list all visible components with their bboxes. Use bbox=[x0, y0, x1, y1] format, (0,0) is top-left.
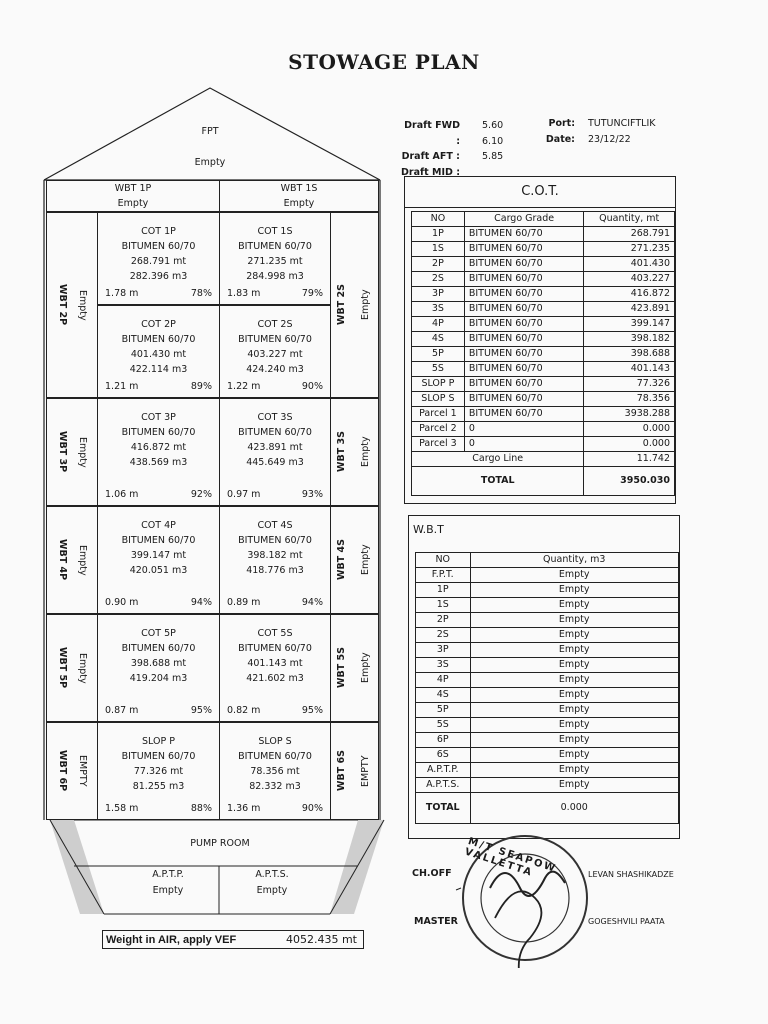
wbt-table-row bbox=[416, 703, 679, 718]
cargo-tank-m3: 284.998 m3 bbox=[246, 271, 304, 282]
wbt-table-row bbox=[416, 673, 679, 688]
table-cell: 77.326 bbox=[584, 377, 675, 392]
cargo-line-label: Cargo Line bbox=[412, 452, 584, 467]
draft-aft-label: Draft AFT : bbox=[401, 151, 460, 162]
table-cell: BITUMEN 60/70 bbox=[464, 287, 584, 302]
cargo-tank-name: COT 1S bbox=[257, 226, 293, 237]
cargo-tank-mt: 271.235 mt bbox=[247, 256, 303, 267]
wbt-table-row bbox=[416, 733, 679, 748]
table-cell: NO bbox=[416, 553, 471, 568]
wbt-port-label: WBT 3P bbox=[57, 431, 68, 473]
cot-table-row bbox=[412, 257, 675, 272]
cargo-tank-ullage: 1.83 m bbox=[227, 288, 261, 299]
cot-table-row bbox=[412, 392, 675, 407]
wbt-starboard-status: Empty bbox=[360, 289, 371, 321]
table-cell: Quantity, mt bbox=[584, 212, 675, 227]
cargo-tank-percent: 90% bbox=[301, 381, 323, 392]
table-cell: Empty bbox=[470, 673, 679, 688]
cargo-tank-grade: BITUMEN 60/70 bbox=[238, 643, 312, 654]
weight-box bbox=[102, 930, 364, 949]
table-cell: 4S bbox=[412, 332, 465, 347]
table-cell: Empty bbox=[470, 748, 679, 763]
cargo-tank-m3: 421.602 m3 bbox=[246, 673, 304, 684]
wbt-table-row bbox=[416, 628, 679, 643]
draft-fwd-value: 5.60 bbox=[482, 120, 504, 131]
wbt-table-row bbox=[416, 568, 679, 583]
table-cell: BITUMEN 60/70 bbox=[464, 257, 584, 272]
wbt-table-row bbox=[416, 583, 679, 598]
wbt-table-row bbox=[416, 778, 679, 793]
cargo-tank-percent: 79% bbox=[301, 288, 323, 299]
cargo-tank-m3: 422.114 m3 bbox=[129, 364, 188, 375]
page-title: STOWAGE PLAN bbox=[288, 50, 480, 74]
table-cell: BITUMEN 60/70 bbox=[464, 332, 584, 347]
table-cell: 403.227 bbox=[584, 272, 675, 287]
cargo-tank-mt: 78.356 mt bbox=[250, 766, 300, 777]
cot-table-row bbox=[412, 347, 675, 362]
cargo-tank-grade: BITUMEN 60/70 bbox=[121, 334, 196, 345]
apts-status: Empty bbox=[256, 885, 288, 896]
cargo-tank-mt: 401.143 mt bbox=[247, 658, 303, 669]
cargo-tank-ullage: 1.58 m bbox=[105, 803, 139, 814]
wbt-table-row bbox=[416, 658, 679, 673]
cot-table-row bbox=[412, 362, 675, 377]
table-cell: 4P bbox=[412, 317, 465, 332]
pump-room-label: PUMP ROOM bbox=[190, 838, 250, 849]
table-cell: Empty bbox=[470, 703, 679, 718]
cot-table-row bbox=[412, 437, 675, 452]
cot-table-row bbox=[412, 377, 675, 392]
cargo-tank-grade: BITUMEN 60/70 bbox=[121, 241, 196, 252]
table-cell: 398.182 bbox=[584, 332, 675, 347]
draft-mid-label: Draft MID : bbox=[401, 166, 460, 178]
table-cell: 6S bbox=[416, 748, 471, 763]
table-cell: BITUMEN 60/70 bbox=[464, 392, 584, 407]
cargo-tank-name: COT 3P bbox=[141, 412, 176, 423]
table-cell: Empty bbox=[470, 763, 679, 778]
table-cell: F.P.T. bbox=[416, 568, 471, 583]
table-cell: Parcel 1 bbox=[412, 407, 465, 422]
wbt-total-value: 0.000 bbox=[470, 793, 679, 824]
table-cell: 1S bbox=[412, 242, 465, 257]
cargo-tank-ullage: 0.97 m bbox=[227, 489, 261, 500]
table-cell: 1P bbox=[416, 583, 471, 598]
wbt-port-status: Empty bbox=[77, 544, 88, 576]
cargo-tank-mt: 399.147 mt bbox=[130, 550, 187, 561]
wbt-1s-cell bbox=[219, 180, 379, 212]
wbt-1p-label: WBT 1P bbox=[114, 183, 152, 194]
table-cell: 4P bbox=[416, 673, 471, 688]
cot-table-row bbox=[412, 287, 675, 302]
table-cell: BITUMEN 60/70 bbox=[464, 272, 584, 287]
cargo-tank-grade: BITUMEN 60/70 bbox=[238, 334, 312, 345]
cargo-tank-grade: BITUMEN 60/70 bbox=[238, 535, 312, 546]
cargo-tank-grade: BITUMEN 60/70 bbox=[121, 643, 196, 654]
wbt-table-row bbox=[416, 748, 679, 763]
cargo-tank-percent: 94% bbox=[190, 597, 212, 608]
cargo-tank-grade: BITUMEN 60/70 bbox=[121, 427, 196, 438]
cargo-tank-name: COT 4S bbox=[257, 520, 293, 531]
wbt-table bbox=[415, 552, 679, 824]
table-cell: BITUMEN 60/70 bbox=[464, 227, 584, 242]
cargo-tank-percent: 95% bbox=[301, 705, 323, 716]
table-cell: 271.235 bbox=[584, 242, 675, 257]
cot-table-row bbox=[412, 332, 675, 347]
apts-cell bbox=[222, 867, 322, 899]
wbt-port-status: Empty bbox=[77, 289, 88, 321]
weight-label: Weight in AIR, apply VEF bbox=[106, 934, 237, 946]
wbt-starboard-label: WBT 2S bbox=[336, 284, 347, 326]
table-cell: 6P bbox=[416, 733, 471, 748]
cargo-tank-mt: 268.791 mt bbox=[130, 256, 187, 267]
table-cell: Quantity, m3 bbox=[470, 553, 679, 568]
table-cell: 2S bbox=[412, 272, 465, 287]
cot-table-row bbox=[412, 317, 675, 332]
wbt-table-row bbox=[416, 688, 679, 703]
cargo-tank-ullage: 1.22 m bbox=[227, 381, 261, 392]
table-cell: Parcel 2 bbox=[412, 422, 465, 437]
cargo-tank-ullage: 0.82 m bbox=[227, 705, 261, 716]
chief-officer-name: LEVAN SHASHIKADZE bbox=[588, 870, 674, 879]
table-cell: Empty bbox=[470, 643, 679, 658]
cot-table-title: C.O.T. bbox=[405, 177, 675, 208]
wbt-table-row bbox=[416, 718, 679, 733]
table-cell: 2P bbox=[416, 613, 471, 628]
table-cell: 5S bbox=[412, 362, 465, 377]
cargo-tank-name: SLOP S bbox=[258, 736, 292, 747]
table-cell: Empty bbox=[470, 568, 679, 583]
wbt-starboard-label: WBT 5S bbox=[336, 647, 347, 689]
table-cell: 3S bbox=[416, 658, 471, 673]
cargo-tank-m3: 438.569 m3 bbox=[129, 457, 188, 468]
table-cell: Empty bbox=[470, 778, 679, 793]
wbt-starboard-label: WBT 4S bbox=[336, 539, 347, 581]
cargo-tank-mt: 77.326 mt bbox=[133, 766, 184, 777]
cargo-tank-mt: 423.891 mt bbox=[247, 442, 303, 453]
table-cell: 3P bbox=[416, 643, 471, 658]
table-cell: 3S bbox=[412, 302, 465, 317]
wbt-port-label: WBT 5P bbox=[57, 647, 68, 689]
cargo-tank-ullage: 1.78 m bbox=[105, 288, 139, 299]
date-label: Date: bbox=[545, 133, 575, 145]
cargo-tank-percent: 89% bbox=[190, 381, 212, 392]
date-value: 23/12/22 bbox=[588, 133, 631, 145]
table-cell: 2S bbox=[416, 628, 471, 643]
table-cell: BITUMEN 60/70 bbox=[464, 362, 584, 377]
wbt-port-label: WBT 6P bbox=[57, 750, 68, 792]
table-cell: 5P bbox=[416, 703, 471, 718]
wbt-1p-cell bbox=[46, 180, 220, 212]
wbt-1s-status: Empty bbox=[283, 198, 315, 209]
table-cell: 0.000 bbox=[584, 437, 675, 452]
wbt-starboard-status: EMPTY bbox=[360, 755, 371, 787]
cargo-tank-name: COT 2P bbox=[141, 319, 176, 330]
table-cell: Empty bbox=[470, 658, 679, 673]
table-cell: Parcel 3 bbox=[412, 437, 465, 452]
cot-cargo-line-row bbox=[412, 452, 675, 467]
fpt-label: FPT bbox=[201, 126, 219, 137]
wbt-port-label: WBT 2P bbox=[57, 284, 68, 326]
cargo-tank-name: COT 1P bbox=[141, 226, 176, 237]
aptp-cell bbox=[118, 867, 218, 899]
cargo-tank-m3: 424.240 m3 bbox=[246, 364, 304, 375]
cargo-tank-percent: 90% bbox=[301, 803, 323, 814]
cargo-line-value: 11.742 bbox=[584, 452, 675, 467]
wbt-total-label: TOTAL bbox=[416, 793, 471, 824]
cargo-tank-grade: BITUMEN 60/70 bbox=[238, 241, 312, 252]
table-cell: 268.791 bbox=[584, 227, 675, 242]
port-value: TUTUNCIFTLIK bbox=[588, 118, 656, 129]
cargo-tank-ullage: 0.89 m bbox=[227, 597, 261, 608]
table-cell: BITUMEN 60/70 bbox=[464, 347, 584, 362]
cargo-tank-percent: 93% bbox=[301, 489, 323, 500]
cargo-tank-percent: 92% bbox=[190, 489, 212, 500]
wbt-starboard-label: WBT 3S bbox=[336, 431, 347, 473]
cot-table-row bbox=[412, 407, 675, 422]
table-cell: 2P bbox=[412, 257, 465, 272]
table-cell: 1P bbox=[412, 227, 465, 242]
table-cell: 398.688 bbox=[584, 347, 675, 362]
table-cell: 0 bbox=[464, 422, 584, 437]
wbt-table-row bbox=[416, 763, 679, 778]
cot-table-row bbox=[412, 302, 675, 317]
cot-table-box bbox=[404, 176, 676, 504]
wbt-port-status: EMPTY bbox=[77, 755, 88, 787]
cot-header-row bbox=[412, 212, 675, 227]
table-cell: 399.147 bbox=[584, 317, 675, 332]
cot-total-label: TOTAL bbox=[412, 467, 584, 496]
table-cell: Empty bbox=[470, 718, 679, 733]
cot-table bbox=[411, 211, 675, 496]
cot-table-row bbox=[412, 422, 675, 437]
cargo-tank-name: COT 4P bbox=[141, 520, 176, 531]
cargo-tank-mt: 416.872 mt bbox=[130, 442, 187, 453]
cargo-tank-name: COT 2S bbox=[257, 319, 293, 330]
table-cell: 3938.288 bbox=[584, 407, 675, 422]
cargo-tank-grade: BITUMEN 60/70 bbox=[238, 427, 312, 438]
cargo-tank-m3: 82.332 m3 bbox=[249, 781, 301, 792]
table-cell: 0 bbox=[464, 437, 584, 452]
table-cell: BITUMEN 60/70 bbox=[464, 317, 584, 332]
cot-table-row bbox=[412, 272, 675, 287]
cargo-tank-name: COT 3S bbox=[257, 412, 293, 423]
cargo-tank-ullage: 1.06 m bbox=[105, 489, 139, 500]
table-cell: 5S bbox=[416, 718, 471, 733]
table-cell: Cargo Grade bbox=[464, 212, 584, 227]
draft-fwd-label: Draft FWD : bbox=[404, 120, 460, 147]
wbt-starboard-status: Empty bbox=[360, 544, 371, 576]
table-cell: 4S bbox=[416, 688, 471, 703]
cargo-tank-ullage: 1.36 m bbox=[227, 803, 261, 814]
port-label: Port: bbox=[548, 118, 575, 129]
table-cell: BITUMEN 60/70 bbox=[464, 302, 584, 317]
table-cell: SLOP S bbox=[412, 392, 465, 407]
cot-total-row bbox=[412, 467, 675, 496]
cargo-tank-percent: 94% bbox=[301, 597, 323, 608]
cargo-tank-name: COT 5P bbox=[141, 628, 176, 639]
master-name: GOGESHVILI PAATA bbox=[588, 917, 665, 926]
fpt-status: Empty bbox=[194, 157, 226, 168]
table-cell: Empty bbox=[470, 583, 679, 598]
cargo-tank-percent: 78% bbox=[190, 288, 212, 299]
cargo-tank-grade: BITUMEN 60/70 bbox=[238, 751, 312, 762]
table-cell: 1S bbox=[416, 598, 471, 613]
wbt-header-row bbox=[416, 553, 679, 568]
wbt-table-box bbox=[408, 515, 680, 839]
cargo-tank-mt: 398.182 mt bbox=[247, 550, 303, 561]
wbt-port-status: Empty bbox=[77, 436, 88, 468]
master-label: MASTER bbox=[414, 916, 458, 927]
wbt-starboard-label: WBT 6S bbox=[336, 750, 347, 792]
table-cell: Empty bbox=[470, 598, 679, 613]
table-cell: SLOP P bbox=[412, 377, 465, 392]
cargo-tank-m3: 282.396 m3 bbox=[129, 271, 188, 282]
weight-value: 4052.435 mt bbox=[285, 933, 357, 946]
table-cell: Empty bbox=[470, 628, 679, 643]
wbt-table-row bbox=[416, 598, 679, 613]
table-cell: BITUMEN 60/70 bbox=[464, 242, 584, 257]
draft-mid-value: 5.85 bbox=[482, 151, 504, 162]
cargo-tank-ullage: 0.87 m bbox=[105, 705, 139, 716]
draft-aft-value: 6.10 bbox=[482, 135, 504, 147]
wbt-table-row bbox=[416, 613, 679, 628]
cargo-tank-m3: 81.255 m3 bbox=[132, 781, 185, 792]
table-cell: 3P bbox=[412, 287, 465, 302]
table-cell: A.P.T.S. bbox=[416, 778, 471, 793]
wbt-table-row bbox=[416, 643, 679, 658]
cargo-tank-ullage: 0.90 m bbox=[105, 597, 139, 608]
cargo-tank-mt: 401.430 mt bbox=[130, 349, 187, 360]
table-cell: Empty bbox=[470, 733, 679, 748]
cargo-tank-m3: 418.776 m3 bbox=[246, 565, 304, 576]
cargo-tank-mt: 398.688 mt bbox=[130, 658, 187, 669]
cargo-tank-grade: BITUMEN 60/70 bbox=[121, 751, 196, 762]
cargo-tank-ullage: 1.21 m bbox=[105, 381, 139, 392]
wbt-starboard-status: Empty bbox=[360, 652, 371, 684]
cargo-tank-percent: 88% bbox=[190, 803, 212, 814]
cargo-tank-name: COT 5S bbox=[257, 628, 293, 639]
cot-table-row bbox=[412, 227, 675, 242]
aptp-status: Empty bbox=[152, 885, 184, 896]
wbt-starboard-status: Empty bbox=[360, 436, 371, 468]
cargo-tank-percent: 95% bbox=[190, 705, 212, 716]
table-cell: NO bbox=[412, 212, 465, 227]
cargo-tank-name: SLOP P bbox=[142, 736, 175, 747]
apts-label: A.P.T.S. bbox=[255, 869, 289, 880]
table-cell: 401.430 bbox=[584, 257, 675, 272]
table-cell: A.P.T.P. bbox=[416, 763, 471, 778]
cot-total-value: 3950.030 bbox=[584, 467, 675, 496]
table-cell: 416.872 bbox=[584, 287, 675, 302]
wbt-total-row bbox=[416, 793, 679, 824]
table-cell: Empty bbox=[470, 688, 679, 703]
table-cell: 423.891 bbox=[584, 302, 675, 317]
table-cell: 401.143 bbox=[584, 362, 675, 377]
aptp-label: A.P.T.P. bbox=[152, 869, 184, 880]
cargo-tank-m3: 419.204 m3 bbox=[129, 673, 188, 684]
table-cell: 78.356 bbox=[584, 392, 675, 407]
chief-officer-label: CH.OFF bbox=[412, 868, 452, 879]
cot-table-row bbox=[412, 242, 675, 257]
table-cell: BITUMEN 60/70 bbox=[464, 407, 584, 422]
wbt-port-label: WBT 4P bbox=[57, 539, 68, 581]
cargo-tank-m3: 445.649 m3 bbox=[246, 457, 304, 468]
wbt-1s-label: WBT 1S bbox=[280, 183, 318, 194]
wbt-port-status: Empty bbox=[77, 652, 88, 684]
table-cell: Empty bbox=[470, 613, 679, 628]
table-cell: BITUMEN 60/70 bbox=[464, 377, 584, 392]
table-cell: 0.000 bbox=[584, 422, 675, 437]
table-cell: 5P bbox=[412, 347, 465, 362]
wbt-1p-status: Empty bbox=[117, 198, 149, 209]
cargo-tank-m3: 420.051 m3 bbox=[129, 565, 188, 576]
stamp-text: M/T SEAPOW VALLETTA bbox=[463, 836, 559, 879]
cargo-tank-grade: BITUMEN 60/70 bbox=[121, 535, 196, 546]
wbt-table-title: W.B.T bbox=[413, 523, 444, 536]
cargo-tank-mt: 403.227 mt bbox=[247, 349, 303, 360]
